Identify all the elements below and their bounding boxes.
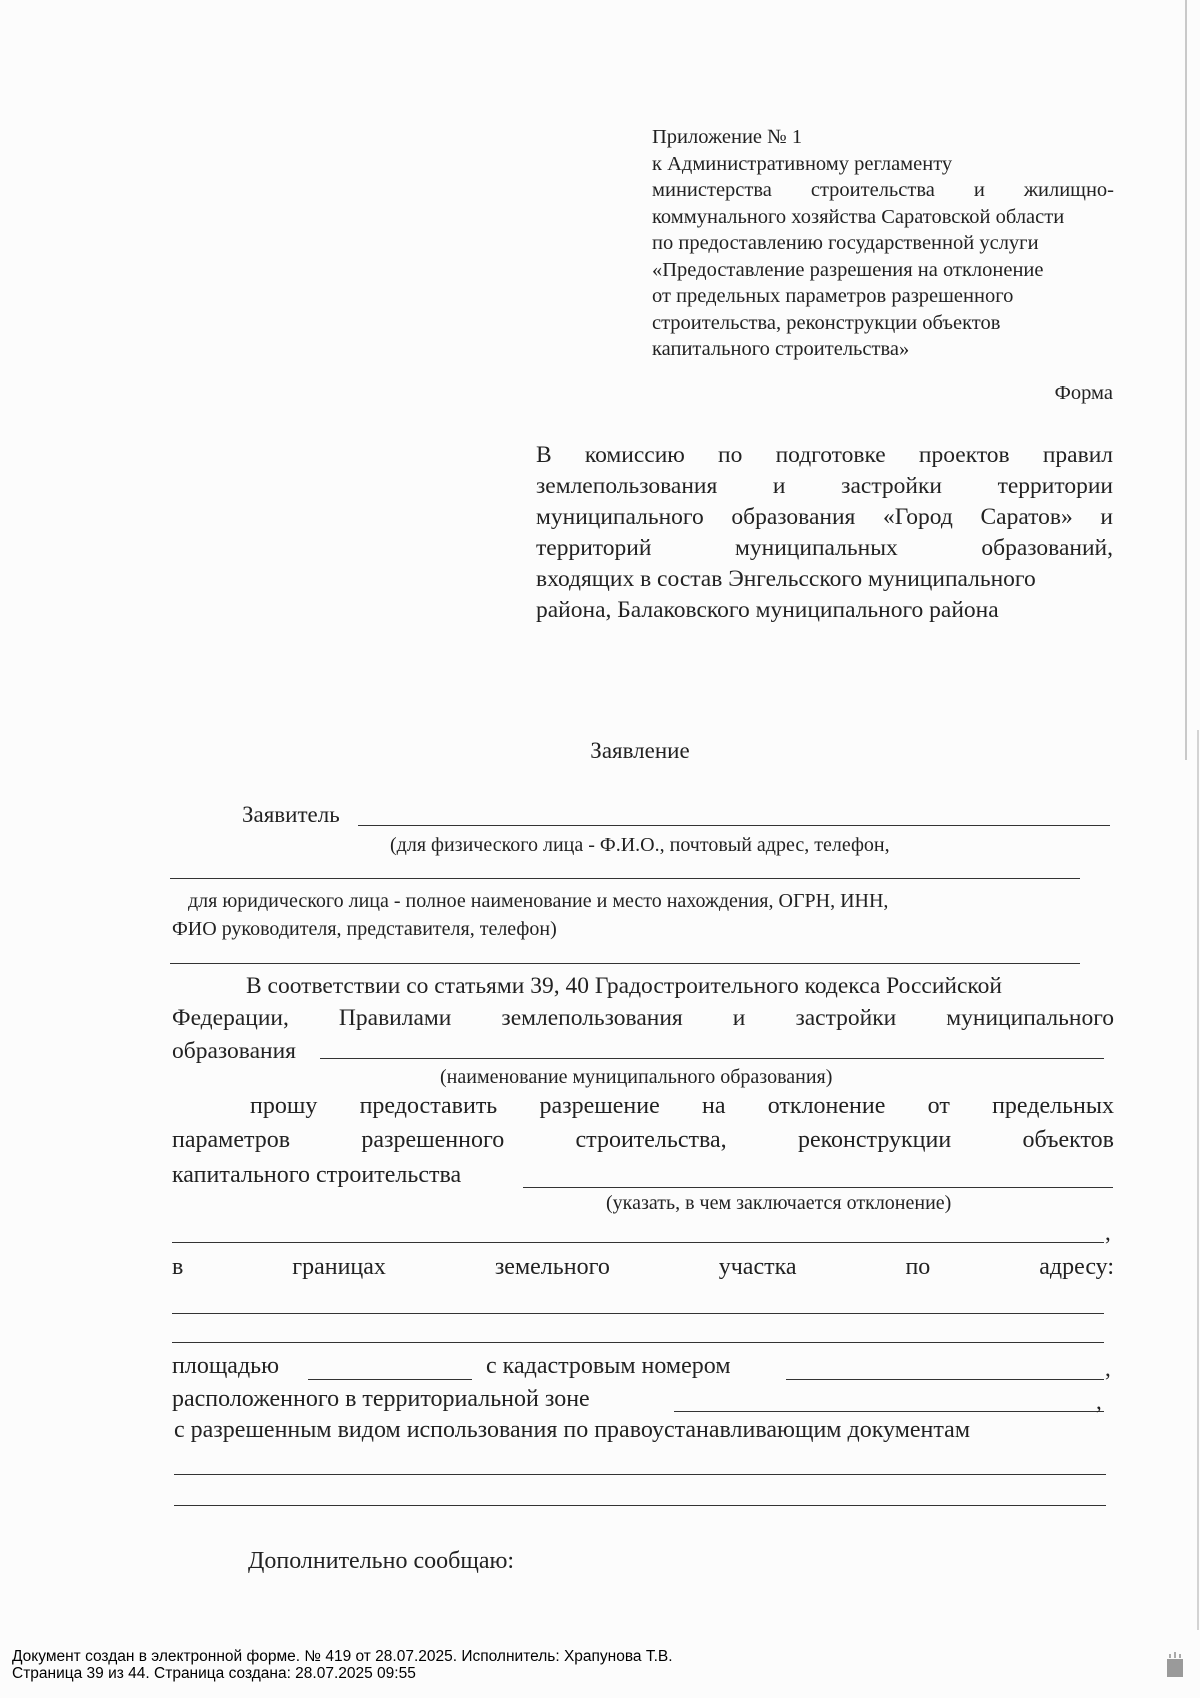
address-field-line-2[interactable]: [172, 1342, 1104, 1343]
footer-line: Документ создан в электронной форме. № 419 от 28.07.2025. Исполнитель: Храпунова Т.В.: [12, 1648, 673, 1665]
page-edge: [1185, 0, 1187, 760]
appendix-line: Приложение № 1: [652, 126, 803, 148]
deviation-field-line-2[interactable]: [172, 1242, 1104, 1243]
capital-construction-label: капитального строительства: [172, 1162, 462, 1188]
addressee-line: территорий муниципальных образований,: [536, 535, 1113, 561]
document-stamp-icon: [1166, 1652, 1184, 1678]
municipality-field-line[interactable]: [320, 1058, 1104, 1059]
request-text: параметров разрешенного строительства, реконструкции объектов: [172, 1127, 1114, 1153]
permitted-use-field-line[interactable]: [174, 1474, 1106, 1475]
legal-basis-text: Федерации, Правилами землепользования и застройки муниципального: [172, 1005, 1114, 1031]
appendix-line: министерства строительства и жилищно-: [652, 179, 1114, 201]
appendix-header: [652, 124, 1114, 363]
request-text: прошу предоставить разрешение на отклонение от предельных: [250, 1093, 1114, 1119]
applicant-field-line[interactable]: [358, 825, 1110, 826]
appendix-line: капитального строительства»: [652, 338, 910, 360]
zone-field-line[interactable]: [674, 1411, 1104, 1412]
deviation-hint: (указать, в чем заключается отклонение): [606, 1192, 952, 1214]
addressee-line: землепользования и застройки территории: [536, 473, 1113, 499]
municipality-label: образования: [172, 1038, 296, 1064]
applicant-field-line-3[interactable]: [170, 963, 1080, 964]
addressee-block: [536, 440, 1113, 626]
footer-line: Страница 39 из 44. Страница создана: 28.07.2025 09:55: [12, 1665, 416, 1682]
legal-basis-text: В соответствии со статьями 39, 40 Градостроительного кодекса Российской: [246, 973, 1002, 999]
comma: ,: [1096, 1389, 1102, 1414]
applicant-hint: (для физического лица - Ф.И.О., почтовый адрес, телефон,: [390, 834, 890, 856]
addressee-line: В комиссию по подготовке проектов правил: [536, 442, 1113, 468]
appendix-line: коммунального хозяйства Саратовской области: [652, 205, 1065, 228]
cadastral-label: с кадастровым номером: [486, 1353, 731, 1379]
addressee-line: муниципального образования «Город Саратов» и: [536, 504, 1113, 530]
comma: ,: [1105, 1220, 1111, 1245]
zone-label: расположенного в территориальной зоне: [172, 1386, 590, 1412]
area-label: площадью: [172, 1353, 280, 1379]
electronic-document-footer: [12, 1648, 673, 1682]
appendix-line: строительства, реконструкции объектов: [652, 311, 1001, 334]
appendix-line: от предельных параметров разрешенного: [652, 285, 1014, 307]
page-edge-lower: [1197, 730, 1199, 1630]
document-title: Заявление: [590, 738, 690, 763]
municipality-hint: (наименование муниципального образования): [440, 1066, 833, 1088]
deviation-field-line[interactable]: [523, 1187, 1113, 1188]
address-label: в границах земельного участка по адресу:: [172, 1254, 1114, 1280]
address-field-line[interactable]: [172, 1313, 1104, 1314]
applicant-field-line-2[interactable]: [170, 878, 1080, 879]
applicant-hint: для юридического лица - полное наименование и место нахождения, ОГРН, ИНН,: [188, 890, 889, 912]
form-label: Форма: [1054, 382, 1113, 404]
applicant-hint: ФИО руководителя, представителя, телефон): [172, 918, 557, 940]
addressee-line: входящих в состав Энгельсского муниципального: [536, 566, 1036, 592]
additional-info-label: Дополнительно сообщаю:: [248, 1548, 515, 1574]
comma: ,: [1105, 1356, 1111, 1381]
permitted-use-field-line-2[interactable]: [174, 1505, 1106, 1506]
addressee-line: района, Балаковского муниципального района: [536, 597, 999, 623]
appendix-line: «Предоставление разрешения на отклонение: [652, 258, 1044, 281]
cadastral-field-line[interactable]: [786, 1379, 1104, 1380]
area-field-line[interactable]: [308, 1379, 472, 1380]
applicant-label: Заявитель: [242, 802, 340, 827]
permitted-use-label: с разрешенным видом использования по правоустанавливающим документам: [174, 1417, 971, 1443]
appendix-line: к Административному регламенту: [652, 152, 953, 175]
appendix-line: по предоставлению государственной услуги: [652, 232, 1039, 254]
